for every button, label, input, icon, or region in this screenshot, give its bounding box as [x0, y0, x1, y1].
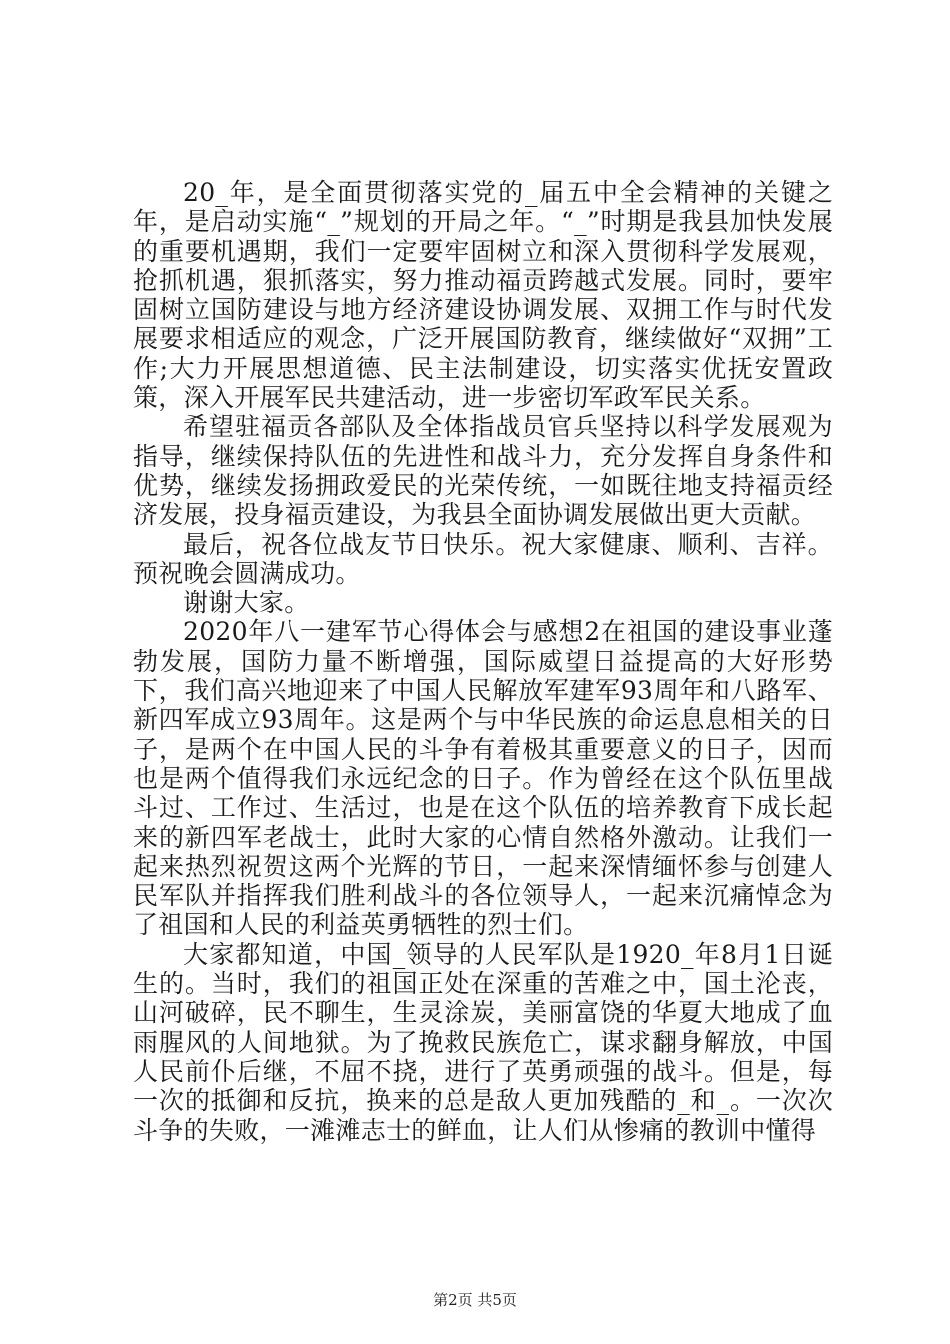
paragraph: 谢谢大家。: [183, 588, 310, 618]
paragraph: 最后，祝各位战友节日快乐。祝大家健康、顺利、吉祥。预祝晚会圆满成功。: [133, 529, 833, 588]
paragraph: 20_年，是全面贯彻落实党的_届五中全会精神的关键之年，是启动实施“_”规划的开局之年。“_”时期是我县加快发展的重要机遇期，我们一定要牢固树立和深入贯彻科学发展观，抢抓机遇，狠抓落实，努力推动福贡跨越式发展。同时，要牢固树立国防建设与地方经济建设协调发展、双拥工作与时代发展要求相适应的观念，广泛开展国防教育，继续做好“双拥”工作;大力开展思想道德、民主法制建设，切实落实优抚安置政策，深入开展军民共建活动，进一步密切军政军民关系。: [133, 178, 833, 413]
page-number-footer: 第2页 共5页: [433, 1291, 517, 1309]
paragraph: 2020年八一建军节心得体会与感想2在祖国的建设事业蓬勃发展，国防力量不断增强，国际威望日益提高的大好形势下，我们高兴地迎来了中国人民解放军建军93周年和八路军、新四军成立93周年。这是两个与中华民族的命运息息相关的日子，是两个在中国人民的斗争有着极其重要意义的日子，因而也是两个值得我们永远纪念的日子。作为曾经在这个队伍里战斗过、工作过、生活过，也是在这个队伍的培养教育下成长起来的新四军老战士，此时大家的心情自然格外激动。让我们一起来热烈祝贺这两个光辉的节日，一起来深情缅怀参与创建人民军队并指挥我们胜利战斗的各位领导人，一起来沉痛悼念为了祖国和人民的利益英勇牺牲的烈士们。: [133, 617, 833, 940]
paragraph: 大家都知道，中国_领导的人民军队是1920_年8月1日诞生的。当时，我们的祖国正处在深重的苦难之中，国土沦丧，山河破碎，民不聊生，生灵涂炭，美丽富饶的华夏大地成了血雨腥风的人间地狱。为了挽救民族危亡，谋求翻身解放，中国人民前仆后继，不屈不挠，进行了英勇顽强的战斗。但是，每一次的抵御和反抗，换来的总是敌人更加残酷的_和_。一次次斗争的失败，一滩滩志士的鲜血，让人们从惨痛的教训中懂得: [133, 939, 833, 1145]
document-body: [133, 178, 833, 1145]
paragraph: 希望驻福贡各部队及全体指战员官兵坚持以科学发展观为指导，继续保持队伍的先进性和战斗力，充分发挥自身条件和优势，继续发扬拥政爱民的光荣传统，一如既往地支持福贡经济发展，投身福贡建设，为我县全面协调发展做出更大贡献。: [133, 412, 833, 530]
